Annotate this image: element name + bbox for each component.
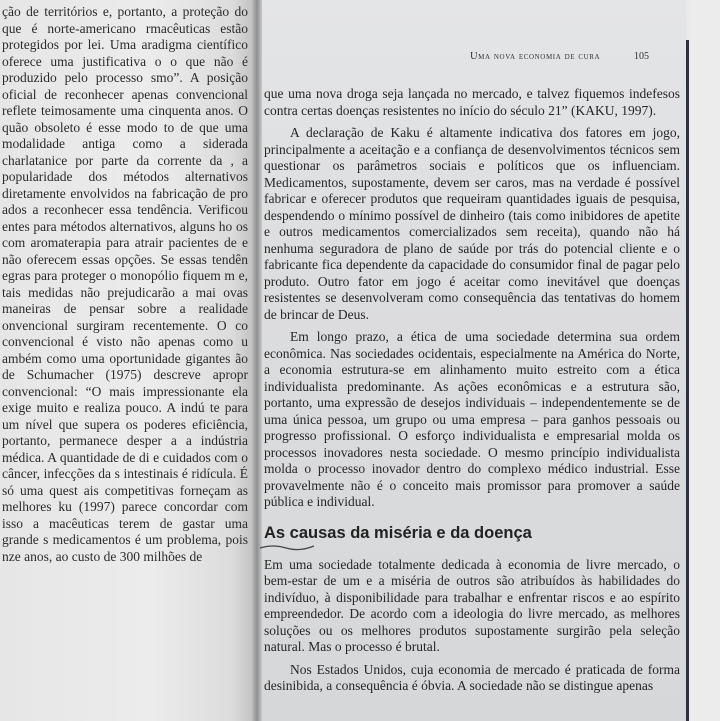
left-page-line: ambém como uma oportunidade gigantes (2, 350, 231, 366)
left-page-line: a a indústria médica. A quantidade de di (2, 433, 248, 465)
text-line: contra certas doenças resistentes no início do século 21” (KAKU, 1997). (264, 102, 657, 118)
background (689, 0, 720, 721)
text-line: sem questionar os parâmetros sociais e políticos que os influenciam. (264, 141, 680, 173)
text-line: natural. Mas o processo é brutal. (264, 639, 440, 654)
heading-underline-squiggle (258, 543, 318, 551)
text-line: Nos Estados Unidos, cuja economia de mercado é praticada de forma (290, 661, 680, 677)
left-page-line: ela exige muito e realiza pouco. A indú (2, 383, 248, 415)
left-page-line: e, tais medidas não prejudicarão a mai (2, 268, 249, 300)
text-line: desinibida, a consequência é óbvia. A sociedade não se distingue apenas (264, 678, 654, 693)
text-line: de uma única pessoa, um grupo ou uma empresa – para ganhos pessoais (264, 395, 680, 427)
text-line: pública e individual. (264, 494, 375, 509)
text-line: A declaração de Kaku é altamente indicativa dos fatores em jogo, (290, 125, 680, 140)
left-page-line: s medicamentos é um problema, pois (43, 532, 248, 547)
left-page-line: diretamente envolvidos na fabricação de pro (2, 185, 248, 201)
text-line: econômica. Nas sociedades ocidentais, especialmente na América do (264, 345, 642, 361)
left-page-line: onvencional surgiram recentemente. O co (2, 317, 248, 333)
left-page-line: ção de territórios e, portanto, a proteção do que é norte-americano (2, 4, 248, 36)
left-page (0, 0, 252, 721)
left-page-line: , a popularidade dos métodos alternativos (2, 152, 248, 184)
book-cover-edge (686, 40, 689, 721)
left-page-line: o o que não é produzido pelo processo (2, 53, 249, 85)
left-page-line: e cuidados com o câncer, infecções da (2, 449, 248, 481)
text-line: soluções ou os melhores produtos supostamente surgirão pela seleção (264, 622, 680, 638)
running-head: Uma nova economia de cura (470, 51, 601, 62)
left-page-line: convencional reflete teimosamente uma (2, 86, 249, 118)
text-line: Em uma sociedade totalmente dedicada à economia de livre mercado, o (264, 556, 680, 572)
left-page-line: ão de Schumacher (1975) descreve apropr (2, 350, 248, 382)
left-page-line: rmacêuticas estão protegidos por lei. Uma (2, 20, 249, 52)
left-page-line: ovas maneiras de pensar sobre a realidade (2, 284, 248, 316)
left-page-line: to de que uma modalidade antiga como a (2, 119, 249, 151)
text-line: Medicamentos, supostamente, devem ser caros, mas na verdade é possível (264, 174, 680, 190)
text-line: Norte, a economia estrutura-se em alinhamento muito estreito com a (264, 345, 681, 377)
left-page-line: siderada charlatanice por parte da corrente da (2, 136, 248, 168)
section-heading: As causas da miséria e da doença (264, 523, 532, 542)
left-page-line: os com aromaterapia para atrair pacientes de (2, 218, 248, 250)
left-page-line: aradigma científico oferece uma justificativa (2, 37, 249, 69)
text-line: fabricar e oferecer produtos que requeiram quantidades iguais de pesquisa, (264, 191, 680, 206)
right-page-body (264, 86, 680, 701)
text-line: resistentes se desenvolveram como consequência das tentativas do homem (264, 290, 680, 305)
left-page-line: ais competitivas forneçam as melhores (2, 482, 248, 514)
text-line: provavelmente não é o conceito mais promissor para promover a saúde (264, 477, 680, 493)
text-line: processos inovadores nesta sociedade. O mesmo princípio individualista (264, 444, 680, 460)
left-page-line: convencional é visto não apenas como u (2, 334, 248, 349)
text-line: principalmente a aceitação e a confiança de desenvolvimentos técnicos (264, 141, 654, 157)
left-page-line: e não oferecem essas opções. Se essas tendên (2, 235, 249, 267)
text-line: bem-estar de um e a miséria de outros são atribuídos às habilidades do (264, 573, 680, 588)
page-number: 105 (634, 51, 649, 62)
left-page-line: convencional: “O mais impressionante (2, 383, 225, 399)
text-line: ética individualista predominante. As ações econômicas e a estrutura são, (264, 362, 681, 394)
paragraph (264, 125, 680, 323)
text-line: empreendedor. De acordo com a ideologia do livre mercado, as melhores (264, 606, 680, 621)
left-page-line: entes para métodos alternativos, alguns ho (2, 218, 233, 234)
book-gutter (252, 0, 262, 721)
text-line: Em longo prazo, a ética de uma sociedade determina sua ordem (290, 329, 680, 344)
left-page-line: s intestinais é ridícula. É só uma quest (2, 466, 249, 498)
left-page-line: egras para proteger o monopólio fiquem m (2, 268, 235, 283)
left-page-line: ados a reconhecer essa tendência. Verificou (2, 202, 248, 217)
left-page-text (2, 4, 248, 565)
right-page (262, 0, 686, 721)
paragraph (264, 329, 680, 511)
text-line: de brincar de Deus. (264, 306, 369, 322)
text-line: despendendo o mínimo possível de dinheiro (tais como inibidores de (264, 207, 641, 223)
left-page-line: ku (1997) parece concordar com isso a (2, 499, 248, 531)
text-line: molda o processo inovador dentro do complexo médico industrial. Esse (264, 461, 680, 476)
left-page-line: te para um nível que supera os poderes (2, 400, 248, 432)
text-line: pelo produto. Outro fator em jogo é aceitar como inevitável que doenças (264, 257, 680, 289)
left-page-line: nze anos, ao custo de 300 milhões de (2, 548, 203, 564)
left-page-line: macêuticas terem de gastar uma grande (2, 515, 248, 547)
text-line: apetite e outros medicamentos comercializados sem receita), quando não (264, 207, 681, 239)
text-line: ou progresso profissional. O esforço individualista e empresarial molda os (264, 411, 681, 443)
text-line: o fabricante fica dependente da capacidade do consumidor final de pagar (264, 240, 681, 272)
paragraph (264, 557, 680, 656)
text-line: que uma nova droga seja lançada no mercado, e talvez fiquemos indefesos (264, 86, 680, 101)
left-page-line: smo”. A posição oficial de reconhecer apenas (2, 70, 249, 102)
text-line: portanto, uma expressão de desejos individuais – independentemente se (264, 395, 663, 410)
left-page-line: cinquenta anos. O quão obsoleto é esse modo (2, 103, 248, 135)
paragraph (264, 662, 680, 695)
left-page-line: eficiência, portanto, permanece desper (2, 416, 248, 448)
text-line: indivíduo, à disponibilidade para trabalhar e enfrentar riscos e ao espírito (264, 589, 680, 605)
paragraph (264, 86, 680, 119)
text-line: há nenhuma seguradora de plano de saúde por trás do potencial cliente e (264, 224, 680, 256)
